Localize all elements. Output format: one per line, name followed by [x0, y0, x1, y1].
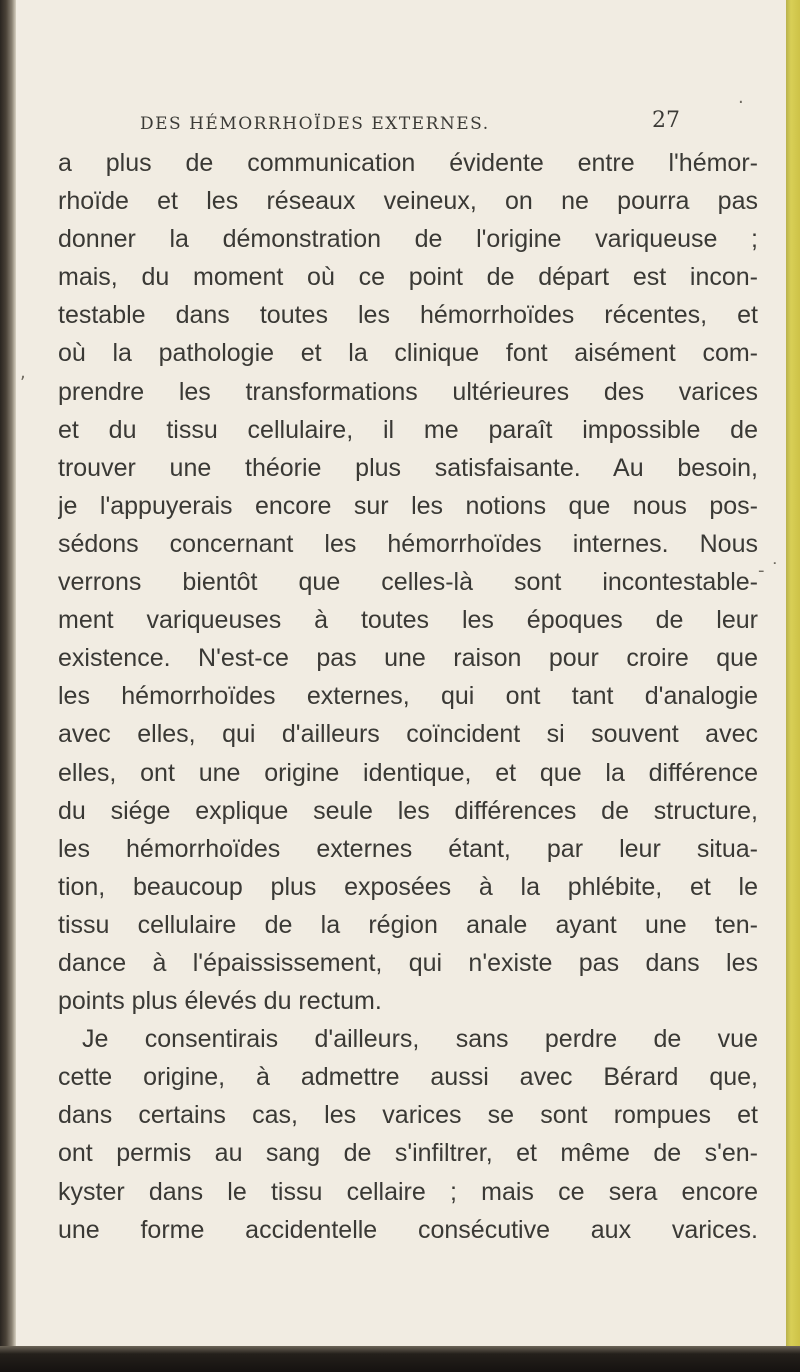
text-line: mais, du moment où ce point de départ est incon- [58, 263, 758, 292]
text-line-paragraph-start: Je consentirais d'ailleurs, sans perdre de vue [82, 1025, 758, 1054]
text-line: donner la démonstration de l'origine variqueuse ; [58, 225, 758, 254]
text-line: avec elles, qui d'ailleurs coïncident si souvent avec [58, 720, 758, 749]
text-line: ont permis au sang de s'infiltrer, et même de s'en- [58, 1139, 758, 1168]
page-binding-edge [0, 0, 16, 1372]
text-line: les hémorrhoïdes externes, qui ont tant d'analogie [58, 682, 758, 711]
text-line: et du tissu cellulaire, il me paraît impossible de [58, 415, 758, 444]
text-line: trouver une théorie plus satisfaisante. Au besoin, [58, 453, 758, 482]
margin-speck: - ˙ [758, 560, 780, 581]
text-line-paragraph-end: points plus élevés du rectum. [58, 987, 382, 1016]
text-line: du siége explique seule les différences de structure, [58, 796, 758, 825]
text-line: une forme accidentelle consécutive aux varices. [58, 1215, 758, 1244]
page-header [140, 108, 680, 142]
text-line: où la pathologie et la clinique font aisément com- [58, 339, 758, 368]
text-line: testable dans toutes les hémorrhoïdes récentes, et [58, 301, 758, 330]
page-right-edge [786, 0, 800, 1372]
text-line: cette origine, à admettre aussi avec Bérard que, [58, 1063, 758, 1092]
page-bottom-edge [0, 1346, 800, 1372]
text-line: kyster dans le tissu cellaire ; mais ce sera encore [58, 1177, 758, 1206]
margin-speck: , [20, 362, 26, 383]
text-line: ment variqueuses à toutes les époques de leur [58, 606, 758, 635]
text-line: verrons bientôt que celles-là sont incontestable- [58, 568, 758, 597]
page-number: 27 [652, 108, 680, 133]
margin-speck: · [738, 92, 744, 113]
running-head: DES HÉMORRHOÏDES EXTERNES. [140, 114, 490, 134]
text-line: je l'appuyerais encore sur les notions que nous pos- [58, 491, 758, 520]
body-text [58, 144, 758, 1249]
text-line: tion, beaucoup plus exposées à la phlébite, et le [58, 872, 758, 901]
text-line: rhoïde et les réseaux veineux, on ne pourra pas [58, 187, 758, 216]
text-line: existence. N'est-ce pas une raison pour croire que [58, 644, 758, 673]
text-line: elles, ont une origine identique, et que la différence [58, 758, 758, 787]
text-line: tissu cellulaire de la région anale ayant une ten- [58, 910, 758, 939]
text-line: dans certains cas, les varices se sont rompues et [58, 1101, 758, 1130]
text-line: prendre les transformations ultérieures des varices [58, 377, 758, 406]
text-line: les hémorrhoïdes externes étant, par leur situa- [58, 834, 758, 863]
text-line: a plus de communication évidente entre l'hémor- [58, 149, 758, 177]
text-line: dance à l'épaississement, qui n'existe pas dans les [58, 948, 758, 977]
text-line: sédons concernant les hémorrhoïdes internes. Nous [58, 529, 758, 558]
